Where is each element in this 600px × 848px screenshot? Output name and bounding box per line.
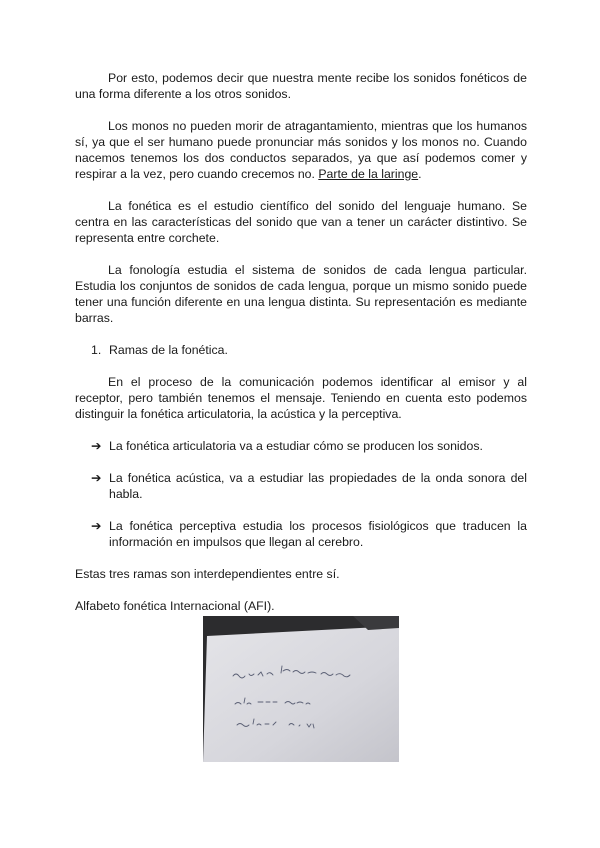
paragraph-5: En el proceso de la comunicación podemos identificar al emisor y al receptor, pero también tenemos el mensaje. Teniendo en cuenta esto podemos distinguir la fonética articulatoria, la acústica y la perceptiva. [75, 375, 527, 421]
bullet-text: La fonética acústica, va a estudiar las propiedades de la onda sonora del habla. [109, 471, 527, 501]
paragraph-2-text: Los monos no pueden morir de atragantamiento, mientras que los humanos sí, ya que el ser humano puede pronunciar más sonidos y los monos no. Cuando nacemos tenemos los dos conductos separados, ya que así podemos comer y respirar a la vez, pero cuando crecemos no. [75, 119, 527, 181]
arrow-bullet-icon: ➔ [91, 439, 102, 453]
document-body [75, 70, 527, 614]
list-item-text: Ramas de la fonética. [109, 343, 228, 357]
paragraph-1: Por esto, podemos decir que nuestra mente recibe los sonidos fonéticos de una forma diferente a los otros sonidos. [75, 71, 527, 101]
handwritten-note-image [203, 616, 399, 762]
underlined-phrase: Parte de la laringe [318, 167, 419, 181]
paragraph-2-end: . [418, 167, 422, 181]
bullet-item [75, 518, 527, 550]
arrow-bullet-icon: ➔ [91, 519, 102, 533]
bullet-text: La fonética perceptiva estudia los procesos fisiológicos que traducen la información en impulsos que llegan al cerebro. [109, 519, 527, 549]
paragraph-3: La fonética es el estudio científico del sonido del lenguaje humano. Se centra en las características del sonido que van a tener un carácter distintivo. Se representa entre corchete. [75, 199, 527, 245]
arrow-bullet-icon: ➔ [91, 471, 102, 485]
bullet-item [75, 438, 527, 454]
handwritten-note-photo [203, 616, 399, 762]
list-number: 1. [91, 343, 102, 357]
bullet-text: La fonética articulatoria va a estudiar cómo se producen los sonidos. [109, 439, 483, 453]
numbered-list-item [75, 342, 527, 358]
paragraph-4: La fonología estudia el sistema de sonidos de cada lengua particular. Estudia los conjuntos de sonidos de cada lengua, porque un mismo sonido puede tener una función diferente en una lengua distinta. Su representación es mediante barras. [75, 263, 527, 325]
paragraph-6: Estas tres ramas son interdependientes entre sí. [75, 567, 340, 581]
bullet-item [75, 470, 527, 502]
paragraph-2 [75, 118, 527, 182]
paragraph-7: Alfabeto fonética Internacional (AFI). [75, 599, 275, 613]
